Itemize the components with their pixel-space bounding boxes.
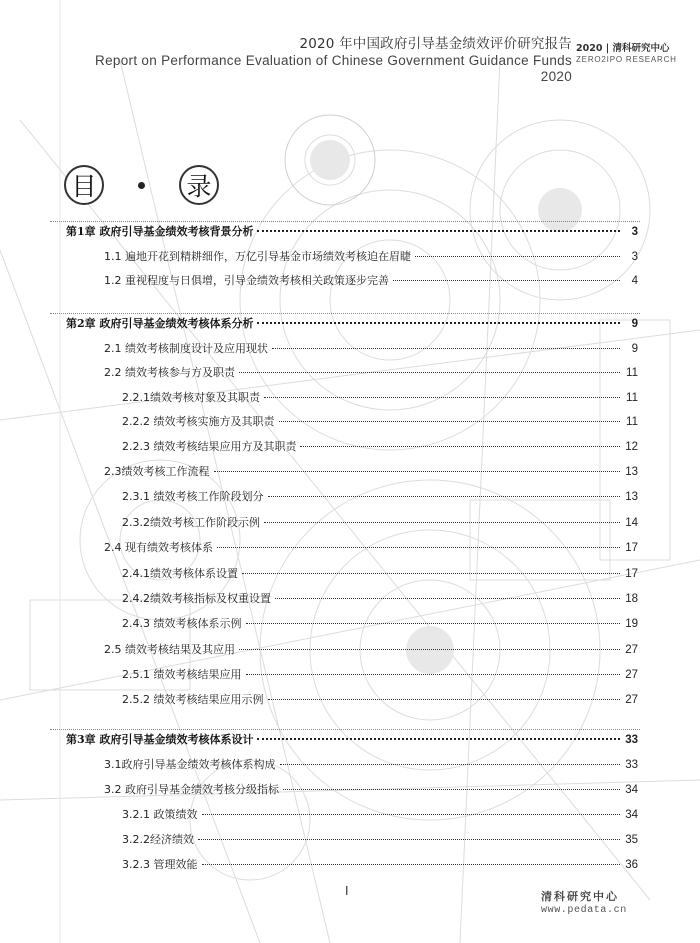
footer-url: www.pedata.cn — [541, 905, 627, 916]
toc-entry-chapter-2[interactable] — [66, 315, 638, 333]
toc-entry-label: 2.1 绩效考核制度设计及应用现状 — [104, 342, 268, 355]
toc-entry-page: 4 — [631, 275, 638, 287]
toc-entry-label: 第2章 政府引导基金绩效考核体系分析 — [66, 317, 254, 330]
toc-entry-2-4-3[interactable] — [122, 615, 638, 633]
dot-leader — [268, 699, 621, 700]
toc-entry-label: 2.3.2绩效考核工作阶段示例 — [122, 516, 260, 529]
brand-english: ZERO2IPO RESEARCH — [576, 55, 677, 64]
toc-entry-2-2-3[interactable] — [122, 438, 638, 456]
brand-name: 2020 | 清科研究中心 — [576, 43, 670, 54]
toc-entry-2-4[interactable] — [104, 539, 638, 557]
toc-entry-label: 2.5.2 绩效考核结果应用示例 — [122, 693, 264, 706]
toc-entry-label: 2.4.1绩效考核体系设置 — [122, 567, 238, 580]
toc-entry-page: 33 — [625, 734, 638, 746]
toc-entry-2-5-2[interactable] — [122, 691, 638, 709]
toc-entry-page: 11 — [626, 367, 638, 379]
toc-entry-page: 9 — [631, 343, 638, 355]
dot-leader — [257, 738, 620, 740]
heading-dot — [138, 182, 145, 189]
toc-entry-3-2-1[interactable] — [122, 806, 638, 824]
toc-entry-label: 1.2 重视程度与日俱增，引导金绩效考核相关政策逐步完善 — [104, 274, 389, 287]
toc-entry-label: 2.4.3 绩效考核体系示例 — [122, 617, 242, 630]
toc-entry-page: 35 — [625, 834, 638, 846]
footer-brand: 清科研究中心 — [541, 890, 619, 903]
chapter-divider — [50, 221, 640, 222]
toc-entry-page: 17 — [625, 568, 638, 580]
toc-entry-chapter-3[interactable] — [66, 731, 638, 749]
toc-entry-chapter-1[interactable] — [66, 223, 638, 241]
toc-entry-2-3-1[interactable] — [122, 488, 638, 506]
dot-leader — [202, 864, 621, 865]
toc-entry-page: 19 — [625, 618, 638, 630]
chapter-divider — [50, 313, 640, 314]
dot-leader — [279, 421, 621, 422]
toc-entry-page: 12 — [625, 441, 638, 453]
toc-entry-page: 27 — [625, 669, 638, 681]
report-title-en: Report on Performance Evaluation of Chinese Government Guidance Funds 2020 — [95, 53, 572, 84]
dot-leader — [300, 446, 620, 447]
toc-entry-label: 2.5 绩效考核结果及其应用 — [104, 643, 235, 656]
toc-entry-page: 14 — [625, 517, 638, 529]
toc-entry-page: 3 — [631, 251, 638, 263]
toc-entry-2-3[interactable] — [104, 463, 638, 481]
toc-entry-page: 36 — [625, 859, 638, 871]
toc-entry-page: 13 — [625, 491, 638, 503]
toc-entry-2-2-2[interactable] — [122, 413, 638, 431]
toc-entry-label: 3.2 政府引导基金绩效考核分级指标 — [104, 783, 279, 796]
heading-char-1: 目 — [64, 165, 104, 205]
dot-leader — [257, 322, 620, 324]
brand-block — [576, 40, 686, 64]
toc-entry-label: 2.2.1绩效考核对象及其职责 — [122, 391, 260, 404]
toc-entry-page: 34 — [625, 809, 638, 821]
toc-entry-1-2[interactable] — [104, 272, 638, 290]
dot-leader — [242, 573, 620, 574]
toc-entry-label: 3.2.2经济绩效 — [122, 833, 194, 846]
toc-entry-label: 2.2.2 绩效考核实施方及其职责 — [122, 415, 275, 428]
toc-entry-2-2-1[interactable] — [122, 389, 638, 407]
toc-entry-2-1[interactable] — [104, 340, 638, 358]
dot-leader — [264, 522, 620, 523]
dot-leader — [393, 280, 620, 281]
dot-leader — [239, 649, 620, 650]
toc-entry-page: 27 — [625, 644, 638, 656]
toc-entry-label: 1.1 遍地开花到精耕细作，万亿引导基金市场绩效考核迫在眉睫 — [104, 250, 411, 263]
dot-leader — [268, 496, 621, 497]
toc-entry-label: 3.2.1 政策绩效 — [122, 808, 198, 821]
dot-leader — [202, 814, 621, 815]
dot-leader — [272, 348, 620, 349]
heading-char-2: 录 — [179, 165, 219, 205]
dot-leader — [280, 764, 621, 765]
toc-entry-label: 2.3绩效考核工作流程 — [104, 465, 210, 478]
toc-entry-page: 17 — [625, 542, 638, 554]
dot-leader — [239, 372, 620, 373]
toc-heading — [64, 162, 219, 208]
toc-entry-3-1[interactable] — [104, 756, 638, 774]
toc-entry-label: 第1章 政府引导基金绩效考核背景分析 — [66, 225, 254, 238]
dot-leader — [214, 471, 621, 472]
toc-entry-label: 2.2 绩效考核参与方及职责 — [104, 366, 235, 379]
toc-entry-label: 2.3.1 绩效考核工作阶段划分 — [122, 490, 264, 503]
report-title-cn: 2020 年中国政府引导基金绩效评价研究报告 — [299, 36, 572, 52]
toc-entry-2-5-1[interactable] — [122, 666, 638, 684]
toc-entry-2-4-1[interactable] — [122, 565, 638, 583]
dot-leader — [264, 397, 620, 398]
page-number: I — [345, 884, 349, 898]
toc-entry-3-2-2[interactable] — [122, 831, 638, 849]
toc-entry-label: 2.2.3 绩效考核结果应用方及其职责 — [122, 440, 297, 453]
toc-entry-2-2[interactable] — [104, 364, 638, 382]
dot-leader — [257, 230, 620, 232]
dot-leader — [198, 839, 620, 840]
toc-entry-page: 9 — [631, 318, 638, 330]
toc-entry-label: 2.5.1 绩效考核结果应用 — [122, 668, 242, 681]
toc-entry-2-4-2[interactable] — [122, 590, 638, 608]
toc-entry-3-2[interactable] — [104, 781, 638, 799]
toc-entry-page: 13 — [625, 466, 638, 478]
dot-leader — [283, 789, 620, 790]
toc-entry-page: 11 — [626, 416, 638, 428]
toc-entry-page: 3 — [631, 226, 638, 238]
toc-entry-label: 3.1政府引导基金绩效考核体系构成 — [104, 758, 276, 771]
toc-entry-label: 3.2.3 管理效能 — [122, 858, 198, 871]
report-header — [92, 36, 572, 85]
dot-leader — [217, 547, 620, 548]
toc-entry-label: 2.4.2绩效考核指标及权重设置 — [122, 592, 271, 605]
toc-entry-label: 2.4 现有绩效考核体系 — [104, 541, 213, 554]
toc-entry-page: 11 — [626, 392, 638, 404]
dot-leader — [275, 598, 620, 599]
toc-entry-page: 27 — [625, 694, 638, 706]
toc-entry-page: 33 — [625, 759, 638, 771]
toc-entry-1-1[interactable] — [104, 248, 638, 266]
toc-entry-page: 34 — [625, 784, 638, 796]
dot-leader — [246, 623, 621, 624]
dot-leader — [415, 256, 620, 257]
toc-entry-2-3-2[interactable] — [122, 514, 638, 532]
toc-entry-3-2-3[interactable] — [122, 856, 638, 874]
toc-entry-label: 第3章 政府引导基金绩效考核体系设计 — [66, 733, 254, 746]
chapter-divider — [50, 729, 640, 730]
toc-entry-page: 18 — [625, 593, 638, 605]
dot-leader — [246, 674, 621, 675]
toc-entry-2-5[interactable] — [104, 641, 638, 659]
